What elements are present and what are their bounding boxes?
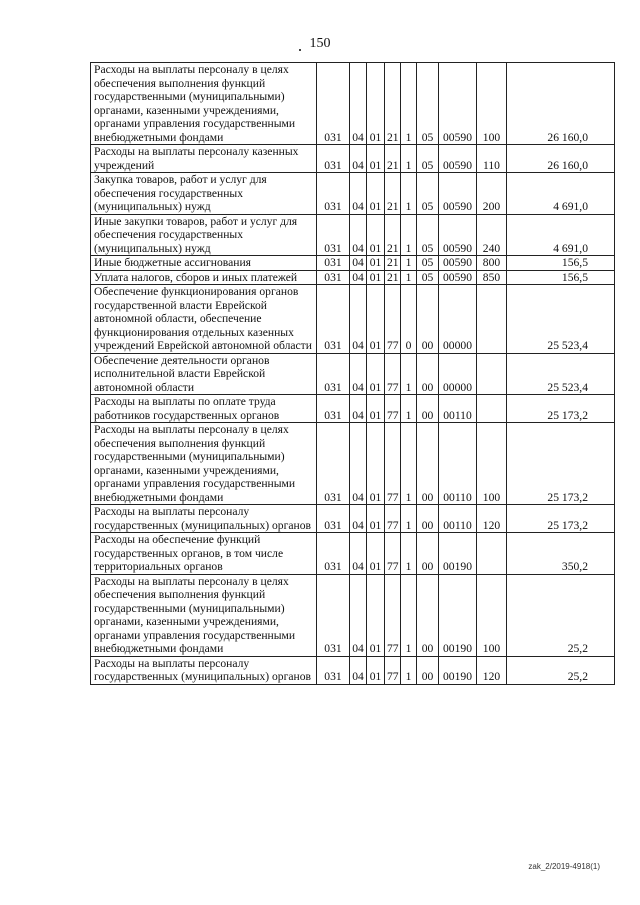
table-row	[91, 270, 615, 285]
cell-direction-code: 00110	[439, 395, 477, 423]
cell-direction-code: 00000	[439, 285, 477, 354]
cell-main-event-code: 00	[417, 656, 439, 684]
cell-expense-name: Расходы на выплаты по оплате труда работников государственных органов	[91, 395, 317, 423]
cell-subsection-code: 01	[367, 63, 385, 145]
cell-amount: 4 691,0	[507, 214, 615, 256]
cell-amount: 156,5	[507, 270, 615, 285]
cell-subprogram-code: 1	[401, 574, 417, 656]
table-row	[91, 285, 615, 354]
cell-section-code: 04	[350, 270, 367, 285]
cell-subprogram-code: 1	[401, 656, 417, 684]
cell-program-code: 21	[385, 145, 401, 173]
cell-expense-type-code	[477, 353, 507, 395]
cell-section-code: 04	[350, 574, 367, 656]
cell-program-code: 77	[385, 353, 401, 395]
cell-program-code: 77	[385, 533, 401, 575]
cell-ministry-code: 031	[317, 145, 350, 173]
table-row	[91, 173, 615, 215]
cell-section-code: 04	[350, 533, 367, 575]
cell-expense-type-code: 100	[477, 574, 507, 656]
cell-main-event-code: 00	[417, 533, 439, 575]
cell-amount: 25 173,2	[507, 423, 615, 505]
cell-direction-code: 00190	[439, 656, 477, 684]
cell-amount: 25 523,4	[507, 353, 615, 395]
cell-subprogram-code: 1	[401, 270, 417, 285]
cell-direction-code: 00110	[439, 423, 477, 505]
budget-table-body	[91, 63, 615, 685]
cell-subsection-code: 01	[367, 505, 385, 533]
table-row	[91, 533, 615, 575]
cell-expense-name: Иные бюджетные ассигнования	[91, 256, 317, 271]
cell-main-event-code: 05	[417, 173, 439, 215]
cell-subprogram-code: 1	[401, 256, 417, 271]
table-row	[91, 63, 615, 145]
budget-table	[90, 62, 615, 685]
cell-subsection-code: 01	[367, 656, 385, 684]
cell-main-event-code: 05	[417, 270, 439, 285]
cell-program-code: 77	[385, 395, 401, 423]
cell-expense-name: Расходы на выплаты персоналу в целях обеспечения выполнения функций государственными (муниципальными) органами, казенными учреждениями, органами управления государственными внебюджетными фондами	[91, 63, 317, 145]
cell-section-code: 04	[350, 423, 367, 505]
cell-ministry-code: 031	[317, 214, 350, 256]
cell-expense-type-code: 240	[477, 214, 507, 256]
cell-amount: 156,5	[507, 256, 615, 271]
cell-expense-name: Закупка товаров, работ и услуг для обеспечения государственных (муниципальных) нужд	[91, 173, 317, 215]
cell-subprogram-code: 1	[401, 423, 417, 505]
cell-direction-code: 00590	[439, 270, 477, 285]
cell-amount: 25 173,2	[507, 505, 615, 533]
table-row	[91, 395, 615, 423]
cell-main-event-code: 00	[417, 574, 439, 656]
cell-section-code: 04	[350, 256, 367, 271]
cell-subsection-code: 01	[367, 533, 385, 575]
cell-amount: 25 173,2	[507, 395, 615, 423]
cell-subprogram-code: 1	[401, 173, 417, 215]
cell-expense-name: Расходы на выплаты персоналу государственных (муниципальных) органов	[91, 505, 317, 533]
cell-ministry-code: 031	[317, 505, 350, 533]
cell-main-event-code: 05	[417, 256, 439, 271]
cell-program-code: 21	[385, 214, 401, 256]
cell-expense-type-code: 120	[477, 505, 507, 533]
cell-amount: 25,2	[507, 656, 615, 684]
cell-program-code: 77	[385, 423, 401, 505]
cell-program-code: 77	[385, 656, 401, 684]
cell-subprogram-code: 1	[401, 505, 417, 533]
cell-expense-type-code: 850	[477, 270, 507, 285]
cell-subprogram-code: 1	[401, 533, 417, 575]
table-row	[91, 353, 615, 395]
cell-expense-type-code: 200	[477, 173, 507, 215]
document-code: zak_2/2019-4918(1)	[528, 862, 600, 871]
cell-direction-code: 00590	[439, 63, 477, 145]
cell-subsection-code: 01	[367, 353, 385, 395]
cell-expense-name: Расходы на обеспечение функций государственных органов, в том числе территориальных органов	[91, 533, 317, 575]
cell-ministry-code: 031	[317, 63, 350, 145]
cell-expense-type-code: 120	[477, 656, 507, 684]
cell-subprogram-code: 0	[401, 285, 417, 354]
cell-subsection-code: 01	[367, 145, 385, 173]
cell-program-code: 77	[385, 574, 401, 656]
cell-ministry-code: 031	[317, 173, 350, 215]
cell-subprogram-code: 1	[401, 63, 417, 145]
cell-amount: 350,2	[507, 533, 615, 575]
table-row	[91, 423, 615, 505]
cell-expense-type-code: 800	[477, 256, 507, 271]
cell-expense-type-code: 100	[477, 63, 507, 145]
cell-main-event-code: 05	[417, 145, 439, 173]
cell-main-event-code: 00	[417, 353, 439, 395]
cell-expense-name: Обеспечение деятельности органов исполнительной власти Еврейской автономной области	[91, 353, 317, 395]
cell-section-code: 04	[350, 63, 367, 145]
cell-section-code: 04	[350, 656, 367, 684]
table-row	[91, 214, 615, 256]
cell-direction-code: 00590	[439, 145, 477, 173]
cell-subsection-code: 01	[367, 574, 385, 656]
cell-subsection-code: 01	[367, 423, 385, 505]
cell-ministry-code: 031	[317, 533, 350, 575]
cell-amount: 26 160,0	[507, 145, 615, 173]
cell-subsection-code: 01	[367, 256, 385, 271]
cell-section-code: 04	[350, 285, 367, 354]
cell-section-code: 04	[350, 145, 367, 173]
cell-main-event-code: 00	[417, 395, 439, 423]
cell-expense-name: Уплата налогов, сборов и иных платежей	[91, 270, 317, 285]
cell-ministry-code: 031	[317, 285, 350, 354]
cell-subsection-code: 01	[367, 173, 385, 215]
cell-expense-name: Иные закупки товаров, работ и услуг для обеспечения государственных (муниципальных) нужд	[91, 214, 317, 256]
table-row	[91, 656, 615, 684]
cell-expense-name: Расходы на выплаты персоналу казенных учреждений	[91, 145, 317, 173]
cell-subsection-code: 01	[367, 395, 385, 423]
cell-program-code: 21	[385, 270, 401, 285]
cell-expense-type-code	[477, 395, 507, 423]
cell-subsection-code: 01	[367, 285, 385, 354]
cell-amount: 26 160,0	[507, 63, 615, 145]
cell-ministry-code: 031	[317, 656, 350, 684]
cell-program-code: 21	[385, 256, 401, 271]
cell-amount: 4 691,0	[507, 173, 615, 215]
cell-direction-code: 00110	[439, 505, 477, 533]
cell-main-event-code: 05	[417, 214, 439, 256]
cell-ministry-code: 031	[317, 423, 350, 505]
cell-expense-name: Расходы на выплаты персоналу государственных (муниципальных) органов	[91, 656, 317, 684]
cell-program-code: 77	[385, 505, 401, 533]
cell-subsection-code: 01	[367, 214, 385, 256]
table-row	[91, 145, 615, 173]
cell-subsection-code: 01	[367, 270, 385, 285]
cell-direction-code: 00000	[439, 353, 477, 395]
cell-subprogram-code: 1	[401, 353, 417, 395]
table-row	[91, 574, 615, 656]
cell-ministry-code: 031	[317, 353, 350, 395]
cell-section-code: 04	[350, 505, 367, 533]
cell-direction-code: 00590	[439, 173, 477, 215]
cell-subprogram-code: 1	[401, 395, 417, 423]
cell-expense-name: Обеспечение функционирования органов государственной власти Еврейской автономной области, обеспечение функционирования отдельных казенных учреждений Еврейской автономной области	[91, 285, 317, 354]
cell-section-code: 04	[350, 214, 367, 256]
page-number: 150	[309, 36, 331, 51]
cell-main-event-code: 05	[417, 63, 439, 145]
cell-subprogram-code: 1	[401, 214, 417, 256]
cell-direction-code: 00590	[439, 256, 477, 271]
table-row	[91, 256, 615, 271]
cell-expense-type-code: 110	[477, 145, 507, 173]
cell-main-event-code: 00	[417, 423, 439, 505]
cell-program-code: 21	[385, 173, 401, 215]
cell-expense-name: Расходы на выплаты персоналу в целях обеспечения выполнения функций государственными (муниципальными) органами, казенными учреждениями, органами управления государственными внебюджетными фондами	[91, 423, 317, 505]
cell-ministry-code: 031	[317, 270, 350, 285]
cell-section-code: 04	[350, 353, 367, 395]
cell-ministry-code: 031	[317, 395, 350, 423]
cell-expense-type-code	[477, 533, 507, 575]
cell-main-event-code: 00	[417, 505, 439, 533]
cell-section-code: 04	[350, 173, 367, 215]
cell-expense-type-code	[477, 285, 507, 354]
cell-direction-code: 00190	[439, 533, 477, 575]
cell-ministry-code: 031	[317, 256, 350, 271]
table-row	[91, 505, 615, 533]
cell-amount: 25,2	[507, 574, 615, 656]
cell-ministry-code: 031	[317, 574, 350, 656]
cell-section-code: 04	[350, 395, 367, 423]
cell-expense-type-code: 100	[477, 423, 507, 505]
cell-program-code: 21	[385, 63, 401, 145]
cell-main-event-code: 00	[417, 285, 439, 354]
cell-amount: 25 523,4	[507, 285, 615, 354]
cell-expense-name: Расходы на выплаты персоналу в целях обеспечения выполнения функций государственными (муниципальными) органами, казенными учреждениями, органами управления государственными внебюджетными фондами	[91, 574, 317, 656]
cell-program-code: 77	[385, 285, 401, 354]
cell-direction-code: 00590	[439, 214, 477, 256]
cell-subprogram-code: 1	[401, 145, 417, 173]
cell-direction-code: 00190	[439, 574, 477, 656]
